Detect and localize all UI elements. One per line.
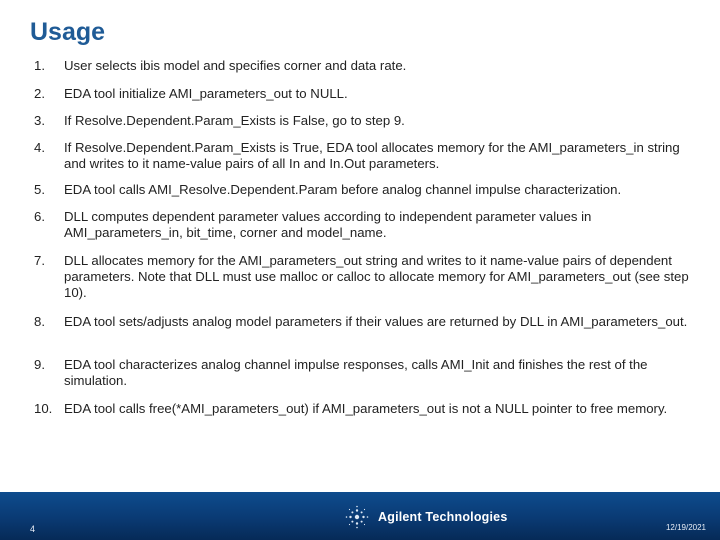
step-text: EDA tool characterizes analog channel impulse responses, calls AMI_Init and finishes the rest of the simulation. xyxy=(64,357,648,388)
brand-logo xyxy=(344,504,507,530)
footer-date: 12/19/2021 xyxy=(665,523,706,532)
list-item xyxy=(34,182,694,198)
list-item xyxy=(34,357,694,389)
list-item xyxy=(34,209,694,241)
list-item xyxy=(34,140,694,172)
step-text: If Resolve.Dependent.Param_Exists is False, go to step 9. xyxy=(64,113,405,128)
agilent-spark-icon xyxy=(344,504,370,530)
brand-name: Agilent Technologies xyxy=(378,510,508,524)
step-number: 1. xyxy=(34,58,45,73)
step-text: DLL computes dependent parameter values according to independent parameter values in AMI_parameters_in, bit_time, corner and model_name. xyxy=(64,209,592,240)
list-item xyxy=(34,253,694,301)
step-text: If Resolve.Dependent.Param_Exists is True, EDA tool allocates memory for the AMI_parameters_in string and writes to it name-value pairs of all In and In.Out parameters. xyxy=(64,140,680,171)
list-item xyxy=(34,401,694,417)
step-text: EDA tool calls AMI_Resolve.Dependent.Param before analog channel impulse characterization. xyxy=(64,182,622,197)
step-number: 5. xyxy=(34,182,45,197)
step-number: 6. xyxy=(34,209,45,224)
footer-bar xyxy=(0,492,720,540)
step-text: EDA tool sets/adjusts analog model parameters if their values are returned by DLL in AMI_parameters_out. xyxy=(64,314,688,329)
step-number: 4. xyxy=(34,140,45,155)
step-number: 7. xyxy=(34,253,45,268)
step-number: 8. xyxy=(34,314,45,329)
step-text: EDA tool initialize AMI_parameters_out to NULL. xyxy=(64,86,348,101)
page-number: 4 xyxy=(30,524,36,534)
step-number: 10. xyxy=(34,401,53,416)
step-number: 3. xyxy=(34,113,45,128)
list-item xyxy=(34,58,694,74)
list-item xyxy=(34,113,694,129)
list-item xyxy=(34,86,694,102)
step-number: 9. xyxy=(34,357,45,372)
step-text: DLL allocates memory for the AMI_parameters_out string and writes to it name-value pairs of dependent parameters. Note that DLL must use malloc or calloc to allocate memory for AMI_parameters_out (see step 10). xyxy=(64,253,689,300)
step-number: 2. xyxy=(34,86,45,101)
slide-title: Usage xyxy=(30,18,106,46)
step-text: EDA tool calls free(*AMI_parameters_out) if AMI_parameters_out is not a NULL pointer to free memory. xyxy=(64,401,668,416)
list-item xyxy=(34,314,694,330)
step-text: User selects ibis model and specifies corner and data rate. xyxy=(64,58,407,73)
